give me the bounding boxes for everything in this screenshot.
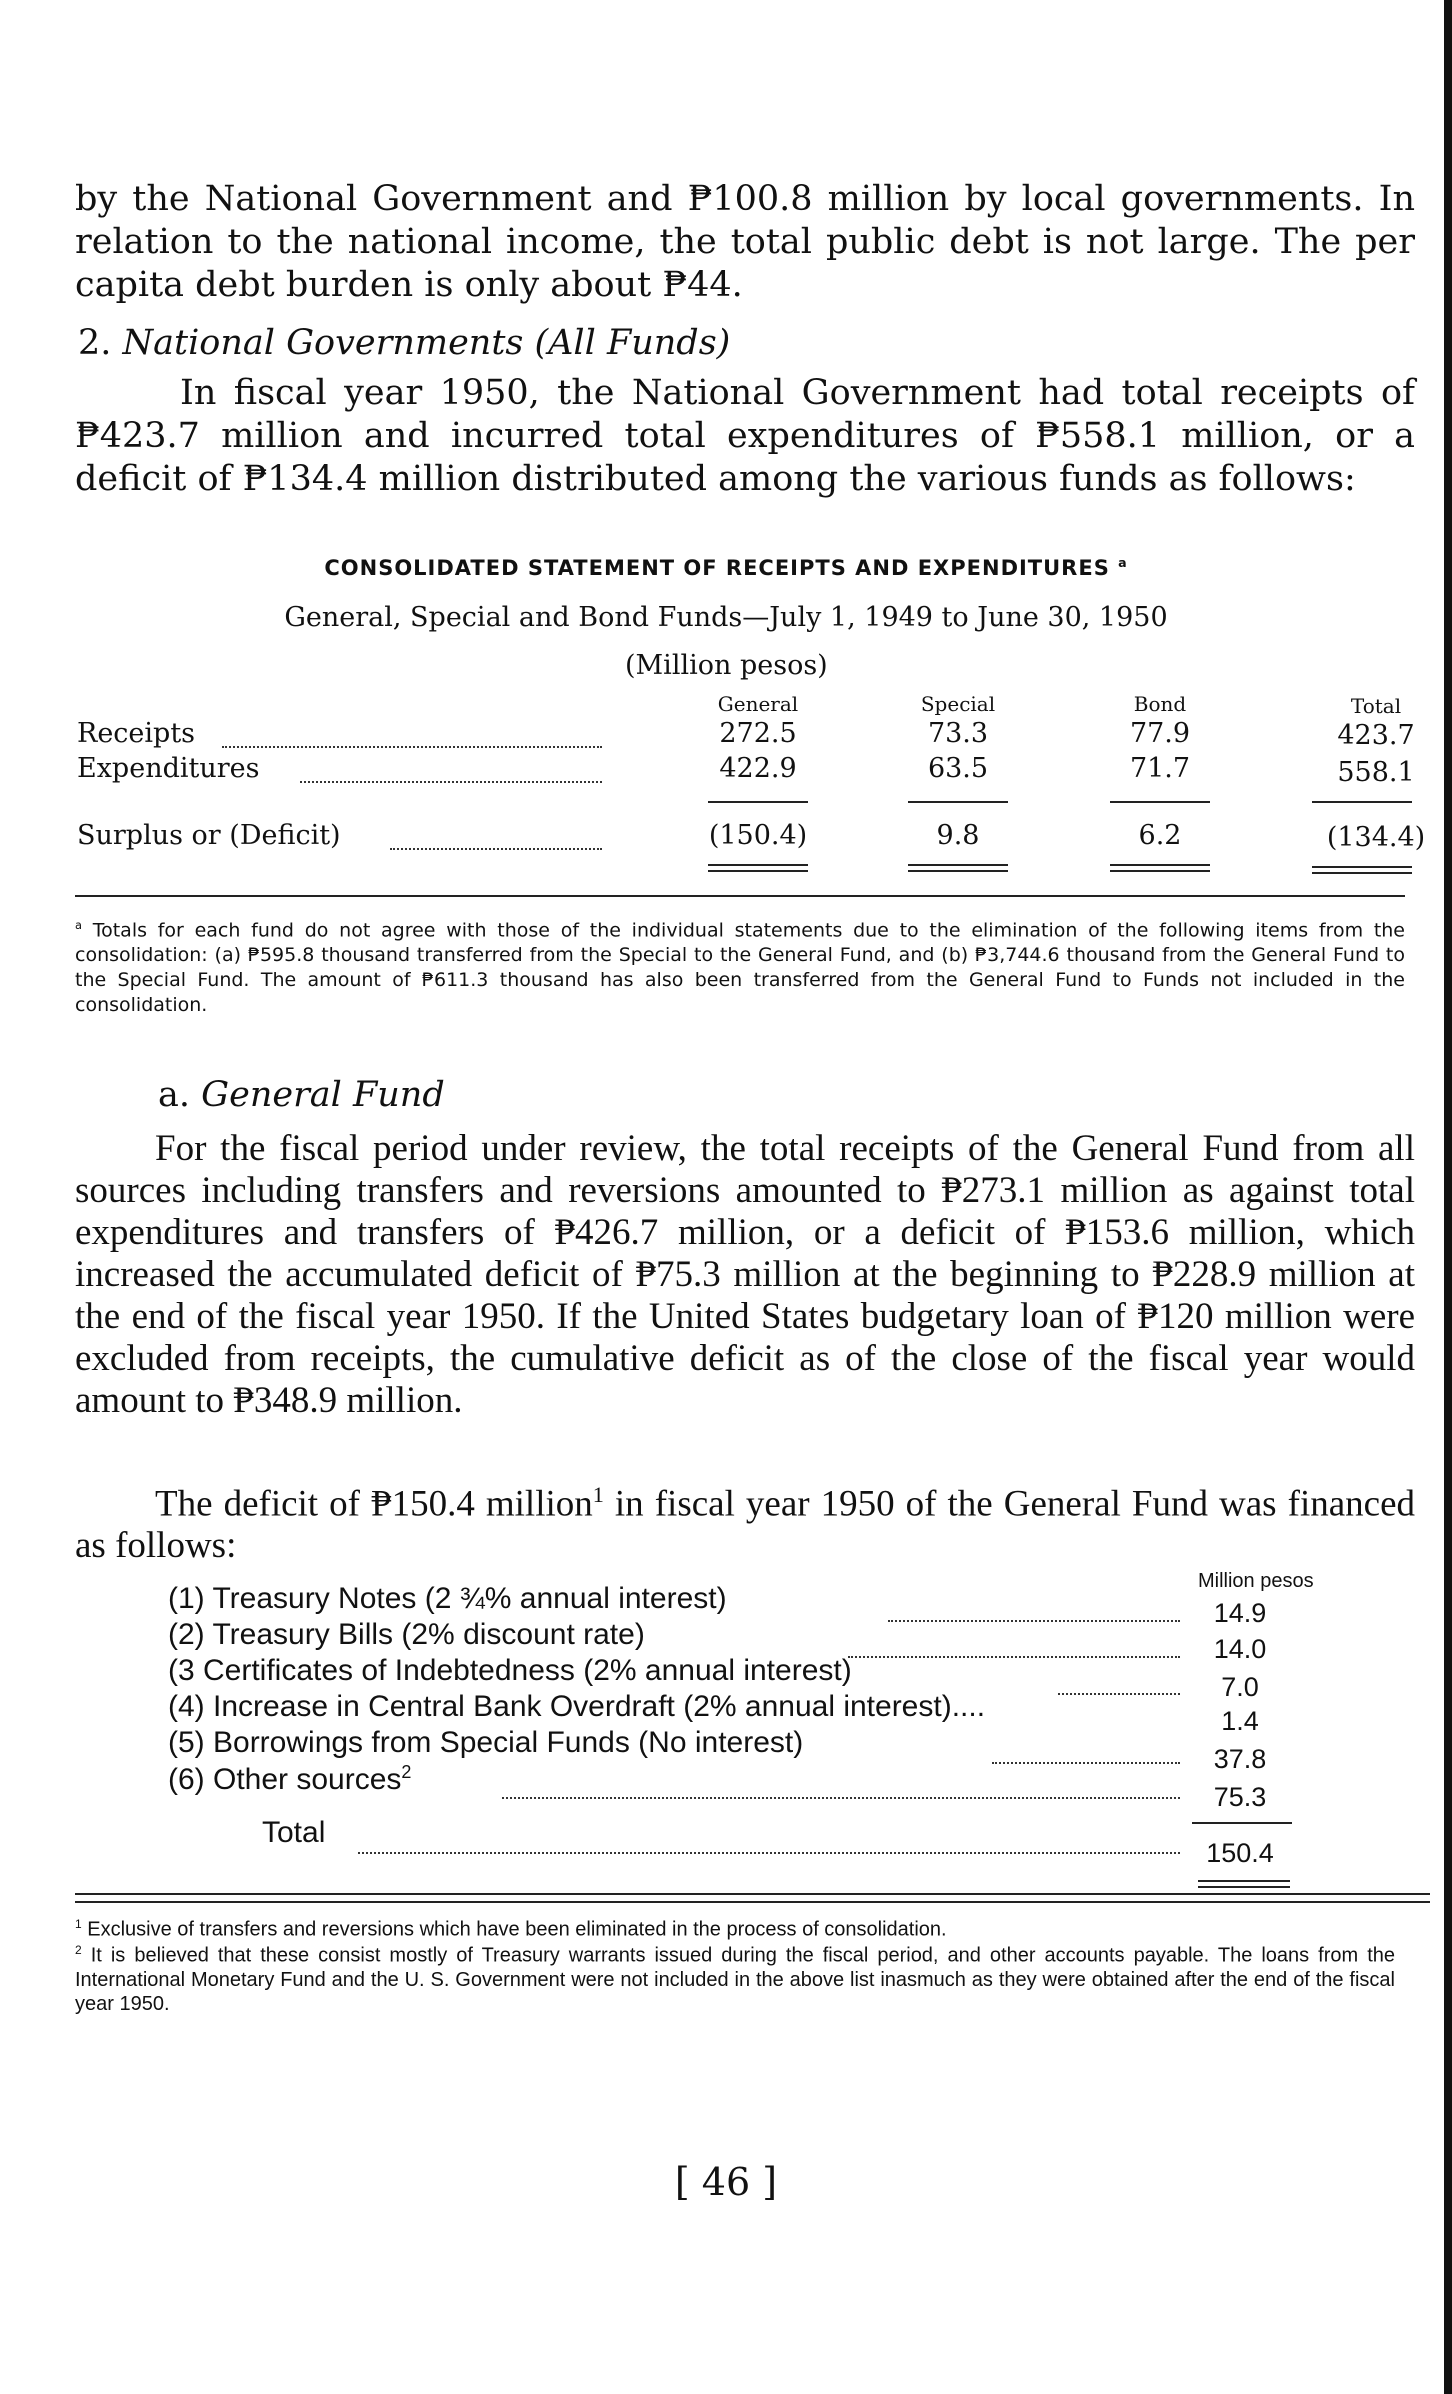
- cell-expenditures-total: 558.1: [1337, 757, 1415, 788]
- cell-receipts-general: 272.5: [719, 718, 797, 749]
- subtotal-rule: [1312, 801, 1412, 803]
- footnote-a-mark: a: [75, 918, 82, 932]
- total-double-rule: [708, 864, 808, 872]
- column-header-general: General: [717, 692, 799, 716]
- footnote-1-text: Exclusive of transfers and reversions which have been eliminated in the process of consolidation.: [87, 1918, 947, 1941]
- footnote-separator: [75, 895, 1405, 897]
- footnote-2: [75, 1938, 1395, 2016]
- statement-title-text: CONSOLIDATED STATEMENT OF RECEIPTS AND EXPENDITURES: [324, 556, 1110, 580]
- footnote-separator-top: [75, 1893, 1430, 1895]
- deficit-paragraph: [75, 1474, 1415, 1567]
- statement-title: [0, 555, 1452, 580]
- financing-item-value: 14.9: [1213, 1598, 1267, 1628]
- financing-other-note: 2: [401, 1762, 412, 1782]
- deficit-paragraph-start: The deficit of ₱150.4 million: [155, 1483, 593, 1525]
- cell-receipts-special: 73.3: [927, 718, 989, 749]
- financing-unit-header: Million pesos: [1198, 1570, 1314, 1592]
- financing-total-double-rule: [1198, 1880, 1290, 1888]
- dot-leader: [300, 781, 602, 783]
- cell-surplus-total: (134.4): [1326, 822, 1426, 853]
- financing-item-label: (1) Treasury Notes (2 ¾% annual interest): [168, 1582, 727, 1615]
- general-fund-paragraph: For the fiscal period under review, the total receipts of the General Fund from all sources including transfers and reversions amounted to ₱273.1 million as against total expenditures and transfers of ₱426.7 million, or a deficit of ₱153.6 million, which increased the accumulated deficit of ₱75.3 million at the beginning to ₱228.9 million at the end of the fiscal year 1950. If the United States budgetary loan of ₱120 million were excluded from receipts, the cumulative deficit as of the close of the fiscal year would amount to ₱348.9 million.: [75, 1128, 1415, 1421]
- dot-leader: [222, 746, 602, 748]
- cell-expenditures-general: 422.9: [719, 753, 797, 784]
- section-2-number: 2.: [78, 323, 112, 363]
- financing-total-value: 150.4: [1206, 1838, 1274, 1868]
- financing-item-label: (4) Increase in Central Bank Overdraft (2% annual interest)....: [168, 1690, 986, 1723]
- total-double-rule: [908, 864, 1008, 872]
- financing-item-label-other: [168, 1762, 411, 1797]
- section-a-heading: [158, 1074, 445, 1117]
- column-header-special: Special: [920, 692, 996, 716]
- dot-leader: [888, 1620, 1180, 1622]
- subtotal-rule: [708, 801, 808, 803]
- deficit-paragraph-end: in fiscal year 1950 of the General Fund was financed as follows:: [75, 1483, 1415, 1567]
- column-header-total: Total: [1350, 694, 1402, 718]
- row-label-receipts: Receipts: [77, 718, 196, 749]
- page-number: [ 46 ]: [674, 2160, 778, 2204]
- footnote-2-text: It is believed that these consist mostly of Treasury warrants issued during the fiscal period, and other accounts payable. The loans from the International Monetary Fund and the U. S. Government were not included in the above list inasmuch as they were obtained after the end of the fiscal year 1950.: [75, 1944, 1395, 2015]
- intro-paragraph: by the National Government and ₱100.8 million by local governments. In relation to the national income, the total public debt is not large. The per capita debt burden is only about ₱44.: [75, 179, 1415, 305]
- footnote-a: [75, 913, 1405, 1018]
- section-2-title: National Governments: [122, 323, 524, 363]
- financing-other-label: (6) Other sources: [168, 1763, 402, 1796]
- financing-item-value: 1.4: [1221, 1706, 1259, 1736]
- footnote-a-text: Totals for each fund do not agree with those of the individual statements due to the elimination of the following items from the consolidation: (a) ₱595.8 thousand transferred from the Special to the General Fund, and (b) ₱3,744.6 thousand from the General Fund to the Special Fund. The amount of ₱611.3 thousand has also been transferred from the General Fund to Funds not included in the consolidation.: [75, 919, 1405, 1017]
- dot-leader: [848, 1656, 1180, 1658]
- total-double-rule: [1110, 864, 1210, 872]
- financing-subtotal-rule: [1192, 1822, 1292, 1824]
- cell-surplus-bond: 6.2: [1138, 820, 1182, 851]
- financing-item-label: (5) Borrowings from Special Funds (No interest): [168, 1726, 804, 1759]
- cell-expenditures-special: 63.5: [927, 753, 989, 784]
- column-header-bond: Bond: [1133, 692, 1187, 716]
- section-2-subtitle: (All Funds): [534, 323, 731, 363]
- cell-receipts-bond: 77.9: [1129, 718, 1191, 749]
- subtotal-rule: [908, 801, 1008, 803]
- dot-leader: [992, 1762, 1180, 1764]
- statement-title-note: a: [1118, 555, 1128, 570]
- footnote-2-mark: 2: [75, 1943, 82, 1957]
- financing-item-value: 37.8: [1213, 1744, 1267, 1774]
- financing-item-label: (2) Treasury Bills (2% discount rate): [168, 1618, 645, 1651]
- cell-surplus-special: 9.8: [936, 820, 980, 851]
- statement-unit: (Million pesos): [625, 650, 828, 681]
- financing-item-value: 7.0: [1221, 1672, 1259, 1702]
- cell-receipts-total: 423.7: [1337, 720, 1415, 751]
- page-edge-shadow: [1444, 0, 1452, 2394]
- section-2-paragraph: In fiscal year 1950, the National Government had total receipts of ₱423.7 million and incurred total expenditures of ₱558.1 million, or a deficit of ₱134.4 million distributed among the various funds as follows:: [75, 373, 1415, 499]
- section-a-title: General Fund: [201, 1075, 445, 1115]
- statement-subtitle: General, Special and Bond Funds—July 1, 1949 to June 30, 1950: [284, 602, 1168, 633]
- footnote-1-mark: 1: [75, 1917, 82, 1931]
- section-a-letter: a.: [158, 1075, 190, 1115]
- deficit-paragraph-note: 1: [592, 1482, 604, 1507]
- subtotal-rule: [1110, 801, 1210, 803]
- footnote-separator-bottom: [75, 1901, 1430, 1903]
- cell-surplus-general: (150.4): [708, 820, 808, 851]
- section-2-heading: [78, 322, 730, 365]
- row-label-surplus-deficit: Surplus or (Deficit): [77, 820, 341, 851]
- dot-leader: [502, 1797, 1180, 1799]
- cell-expenditures-bond: 71.7: [1129, 753, 1191, 784]
- row-label-expenditures: Expenditures: [77, 753, 260, 784]
- dot-leader: [390, 848, 602, 850]
- dot-leader: [358, 1852, 1180, 1854]
- financing-item-value: 75.3: [1213, 1782, 1267, 1812]
- financing-total-label: Total: [262, 1816, 326, 1849]
- dot-leader: [1058, 1693, 1180, 1695]
- total-double-rule: [1312, 866, 1412, 874]
- financing-item-label: (3 Certificates of Indebtedness (2% annual interest): [168, 1654, 852, 1687]
- financing-item-value: 14.0: [1213, 1634, 1267, 1664]
